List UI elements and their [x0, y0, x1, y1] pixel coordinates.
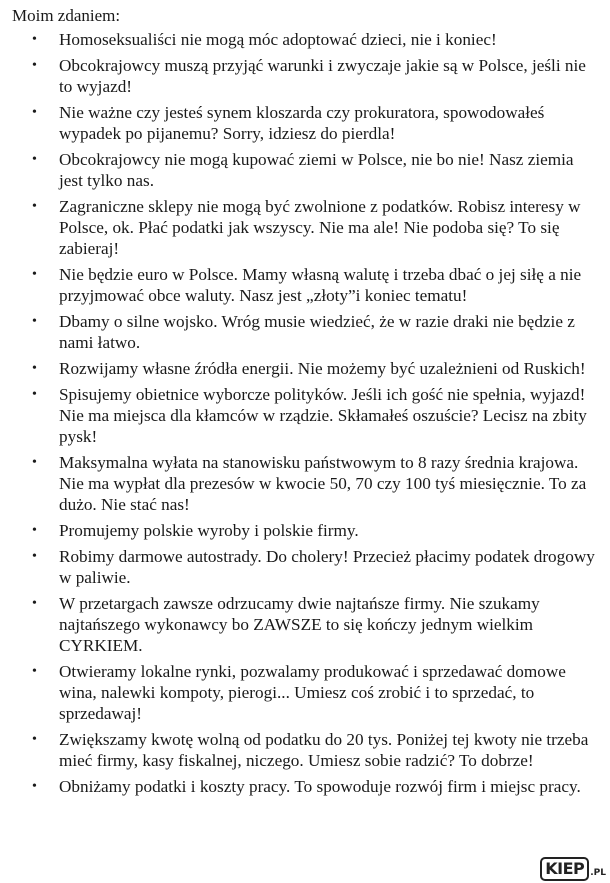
list-item: • Rozwijamy własne źródła energii. Nie możemy być uzależnieni od Ruskich!: [12, 358, 596, 379]
list-item: • Robimy darmowe autostrady. Do cholery! Przecież płacimy podatek drogowy w paliwie.: [12, 546, 596, 588]
list-item: • Spisujemy obietnice wyborcze polityków. Jeśli ich gość nie spełnia, wyjazd! Nie ma miejsca dla kłamców w rządzie. Skłamałeś oszuście? Lecisz na zbity pysk!: [12, 384, 596, 447]
watermark-main: KIEP: [540, 857, 589, 881]
document-heading: Moim zdaniem:: [12, 6, 121, 25]
list-item: • Promujemy polskie wyroby i polskie firmy.: [12, 520, 596, 541]
opinion-list: [12, 29, 596, 797]
list-item: • Homoseksualiści nie mogą móc adoptować dzieci, nie i koniec!: [12, 29, 596, 50]
list-item: • W przetargach zawsze odrzucamy dwie najtańsze firmy. Nie szukamy najtańszego wykonawcy bo ZAWSZE to się kończy jednym wielkim CYRKIEM.: [12, 593, 596, 656]
list-item: • Nie ważne czy jesteś synem kloszarda czy prokuratora, spowodowałeś wypadek po pijanemu? Sorry, idziesz do pierdla!: [12, 102, 596, 144]
list-item: • Obniżamy podatki i koszty pracy. To spowoduje rozwój firm i miejsc pracy.: [12, 776, 596, 797]
list-item: • Dbamy o silne wojsko. Wróg musie wiedzieć, że w razie draki nie będzie z nami łatwo.: [12, 311, 596, 353]
list-item: • Obcokrajowcy nie mogą kupować ziemi w Polsce, nie bo nie! Nasz ziemia jest tylko nas.: [12, 149, 596, 191]
watermark-suffix: .PL: [590, 868, 606, 878]
list-item: • Zwiększamy kwotę wolną od podatku do 20 tys. Poniżej tej kwoty nie trzeba mieć firmy, kasy fiskalnej, niczego. Umiesz sobie radzić? To dobrze!: [12, 729, 596, 771]
list-item: • Maksymalna wyłata na stanowisku państwowym to 8 razy średnia krajowa. Nie ma wypłat dla prezesów w kwocie 50, 70 czy 100 tyś miesięcznie. To za dużo. Nie stać nas!: [12, 452, 596, 515]
list-item: • Zagraniczne sklepy nie mogą być zwolnione z podatków. Robisz interesy w Polsce, ok. Płać podatki jak wszyscy. Nie ma ale! Nie podoba się? To się zabieraj!: [12, 196, 596, 259]
list-item: • Obcokrajowcy muszą przyjąć warunki i zwyczaje jakie są w Polsce, jeśli nie to wyjazd!: [12, 55, 596, 97]
watermark-logo: [538, 855, 608, 881]
list-item: • Otwieramy lokalne rynki, pozwalamy produkować i sprzedawać domowe wina, nalewki kompoty, pierogi... Umiesz coś zrobić i to sprzedać, to sprzedawaj!: [12, 661, 596, 724]
list-item: • Nie będzie euro w Polsce. Mamy własną walutę i trzeba dbać o jej siłę a nie przyjmować obce waluty. Nasz jest „złoty”i koniec tematu!: [12, 264, 596, 306]
